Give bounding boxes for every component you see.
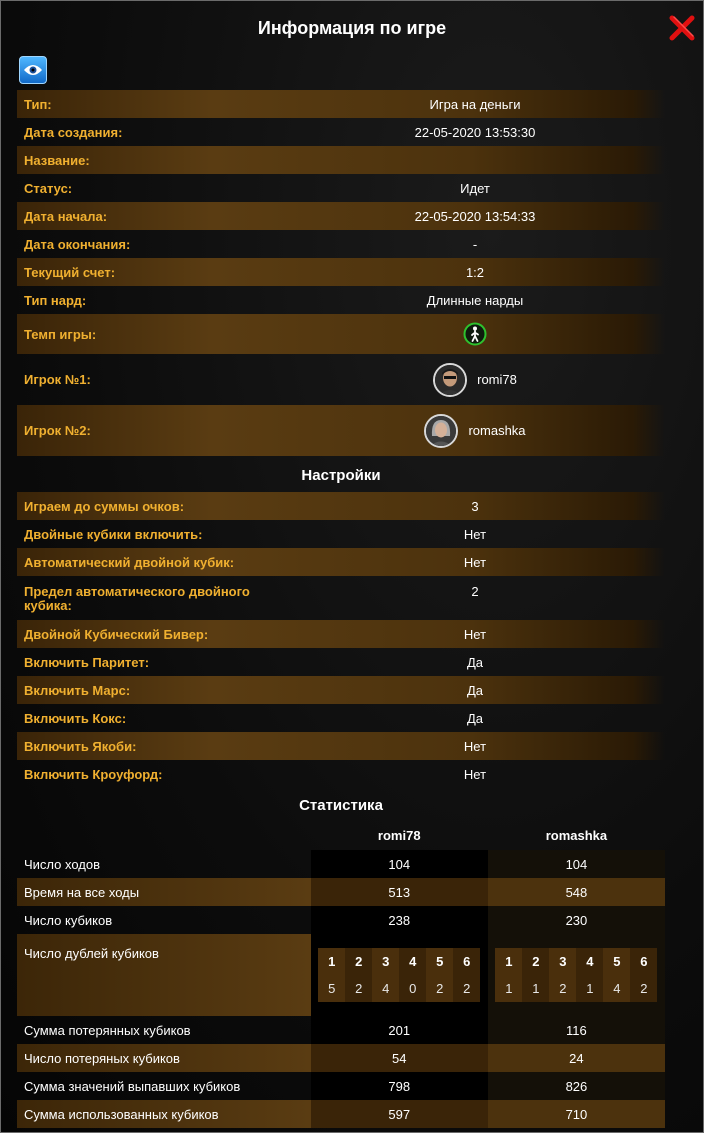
doubles-count: 0	[399, 975, 426, 1002]
game-info-table	[17, 90, 665, 822]
window-title: Информация по игре	[257, 18, 447, 38]
stats-table	[17, 820, 665, 1128]
stats-header-player2: romashka	[545, 827, 608, 843]
table-row: Сумма значений выпавших кубиков 798 826	[17, 1072, 665, 1100]
doubles-count: 1	[576, 975, 603, 1002]
doubles-count: 2	[453, 975, 480, 1002]
player2-card[interactable]	[285, 414, 665, 448]
player1-doubles-grid	[311, 948, 488, 1002]
settings-row: Предел автоматического двойного кубика: 2	[24, 584, 479, 613]
settings-row: Двойной Кубический Бивер: Нет	[17, 620, 665, 648]
doubles-count: 2	[630, 975, 657, 1002]
player2-avatar[interactable]	[424, 414, 458, 448]
die-face-label: 1	[495, 948, 522, 975]
info-row-start: Дата начала: 22-05-2020 13:54:33	[17, 202, 665, 230]
die-column	[576, 948, 603, 1002]
info-row-backgammon-type: Тип нард: Длинные нарды	[24, 292, 524, 308]
player2-name: romashka	[468, 423, 526, 438]
doubles-count: 4	[603, 975, 630, 1002]
table-row: Число кубиков 238 230	[17, 906, 665, 934]
die-column	[426, 948, 453, 1002]
info-row-score: Текущий счет: 1:2	[17, 258, 665, 286]
die-face-label: 1	[318, 948, 345, 975]
table-row: Время на все ходы 513 548	[17, 878, 665, 906]
player2-doubles-grid	[488, 948, 665, 1002]
die-face-label: 4	[576, 948, 603, 975]
player1-avatar[interactable]	[433, 363, 467, 397]
stats-header-player1: romi78	[377, 827, 421, 843]
die-face-label: 2	[522, 948, 549, 975]
table-row: Сумма использованных кубиков 597 710	[17, 1100, 665, 1128]
table-row: Число потеряных кубиков 54 24	[17, 1044, 665, 1072]
die-column	[495, 948, 522, 1002]
eye-icon[interactable]	[19, 56, 47, 84]
doubles-count: 1	[495, 975, 522, 1002]
die-face-label: 3	[549, 948, 576, 975]
die-face-label: 2	[345, 948, 372, 975]
info-row-created: Дата создания: 22-05-2020 13:53:30	[24, 124, 536, 140]
settings-row: Включить Марс: Да	[17, 676, 665, 704]
stats-title: Статистика	[299, 797, 383, 814]
doubles-count: 1	[522, 975, 549, 1002]
die-column	[603, 948, 630, 1002]
die-face-label: 5	[603, 948, 630, 975]
info-row-player2: Игрок №2: romashka	[17, 405, 665, 456]
die-column	[522, 948, 549, 1002]
settings-row: Включить Кокс: Да	[24, 710, 484, 726]
stats-header-row	[17, 820, 665, 850]
die-column	[345, 948, 372, 1002]
info-row-player1: Игрок №1: romi78	[17, 354, 665, 405]
die-column	[630, 948, 657, 1002]
table-row: Число ходов 104 104	[17, 850, 665, 878]
die-face-label: 4	[399, 948, 426, 975]
die-column	[549, 948, 576, 1002]
doubles-count: 2	[345, 975, 372, 1002]
walking-person-icon	[463, 322, 487, 346]
doubles-count: 5	[318, 975, 345, 1002]
settings-row: Играем до суммы очков: 3	[17, 492, 665, 520]
doubles-count: 2	[549, 975, 576, 1002]
dice-doubles-row: Число дублей кубиков 1 5 2 2 3 4 4 0 5 2 6 2 1 1 2 1 3 2 4 1 5 4 6 2	[17, 934, 665, 1016]
settings-row: Автоматический двойной кубик: Нет	[17, 548, 665, 576]
info-row-status: Статус: Идет	[24, 180, 490, 196]
player1-card[interactable]	[285, 363, 665, 397]
close-icon[interactable]	[668, 14, 696, 42]
settings-row: Включить Кроуфорд: Нет	[24, 766, 487, 782]
info-row-type: Тип: Игра на деньги	[17, 90, 665, 118]
settings-row: Включить Якоби: Нет	[17, 732, 665, 760]
doubles-count: 4	[372, 975, 399, 1002]
die-column	[399, 948, 426, 1002]
info-row-end: Дата окончания: -	[24, 236, 478, 252]
doubles-count: 2	[426, 975, 453, 1002]
die-face-label: 5	[426, 948, 453, 975]
settings-row: Двойные кубики включить: Нет	[24, 526, 487, 542]
die-column	[453, 948, 480, 1002]
die-column	[318, 948, 345, 1002]
info-row-tempo: Темп игры:	[17, 314, 665, 354]
info-row-name: Название:	[17, 146, 665, 174]
die-face-label: 3	[372, 948, 399, 975]
settings-row: Включить Паритет: Да	[24, 654, 484, 670]
die-column	[372, 948, 399, 1002]
die-face-label: 6	[453, 948, 480, 975]
table-row: Сумма потерянных кубиков 201 116	[17, 1016, 665, 1044]
die-face-label: 6	[630, 948, 657, 975]
player1-name: romi78	[477, 372, 517, 387]
settings-title: Настройки	[301, 467, 381, 484]
